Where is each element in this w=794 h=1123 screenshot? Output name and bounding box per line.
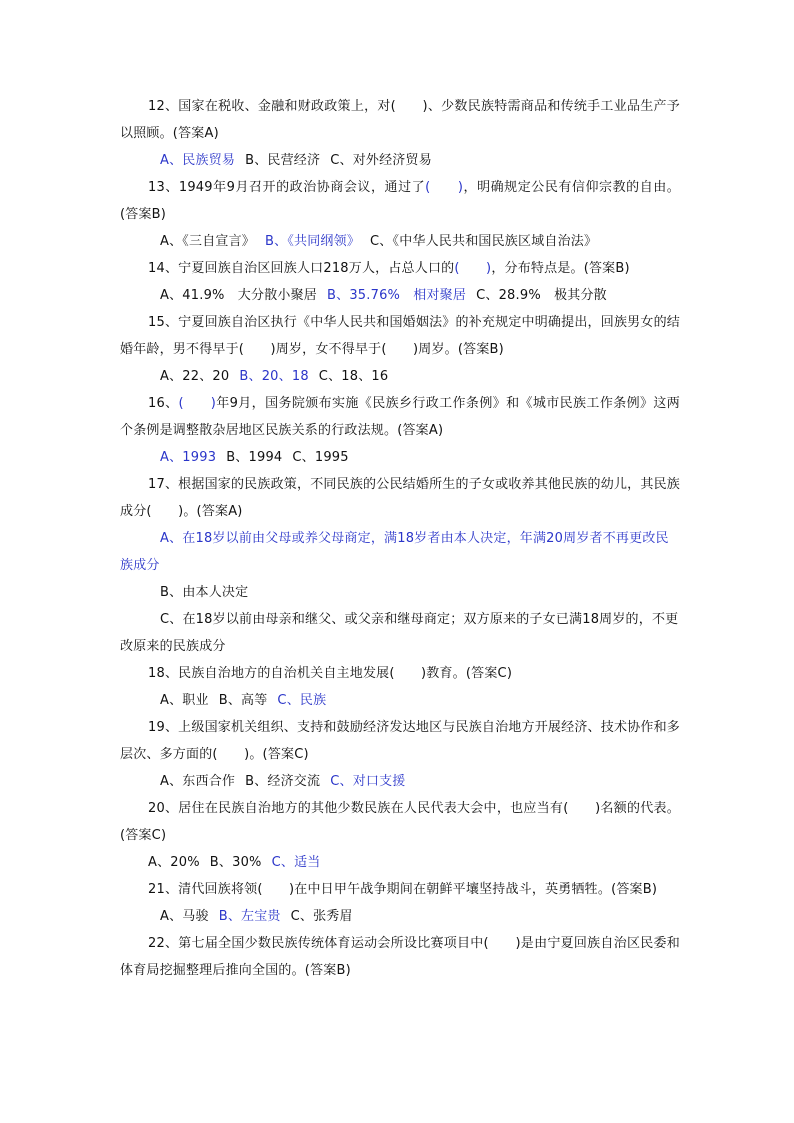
- question-16-options: [120, 444, 680, 471]
- question-17-stem: 17、根据国家的民族政策，不同民族的公民结婚所生的子女或收养其他民族的幼儿，其民族成分( )。(答案A): [120, 477, 680, 519]
- question-18-stem: 18、民族自治地方的自治机关自主地发展( )教育。(答案C): [148, 666, 513, 681]
- option-b: B、民营经济: [245, 153, 321, 168]
- option-b: B、1994: [226, 450, 283, 465]
- option-a: A、民族贸易: [160, 153, 236, 168]
- option-b: B、高等: [218, 693, 268, 708]
- question-19-options: [120, 768, 680, 795]
- option-c: C、在18岁以前由母亲和继父、或父亲和继母商定；双方原来的子女已满18周岁的，不更改原来的民族成分: [120, 612, 679, 654]
- option-c: C、对外经济贸易: [330, 153, 432, 168]
- option-b: B、30%: [209, 855, 262, 870]
- option-a: A、41.9% 大分散小聚居: [160, 288, 317, 303]
- option-b: B、20、18: [239, 369, 309, 384]
- option-b: B、左宝贵: [218, 909, 281, 924]
- option-a: A、在18岁以前由父母或养父母商定，满18岁者由本人决定，年满20周岁者不再更改民族成分: [120, 531, 669, 573]
- option-a: A、《三自宣言》: [160, 234, 255, 249]
- question-13-options: [120, 228, 680, 255]
- blank: ( ): [178, 396, 217, 411]
- option-c: C、《中华人民共和国民族区域自治法》: [370, 234, 598, 249]
- blank: ( ): [425, 180, 464, 195]
- option-c: C、民族: [277, 693, 327, 708]
- question-21-options: [120, 903, 680, 930]
- question-20-stem: 20、居住在民族自治地方的其他少数民族在人民代表大会中，也应当有( )名额的代表。(答案C): [120, 801, 680, 843]
- option-a: A、职业: [160, 693, 209, 708]
- question-12-options: [120, 147, 680, 174]
- question-12-stem: 12、国家在税收、金融和财政政策上，对( )、少数民族特需商品和传统手工业品生产予以照顾。(答案A): [120, 99, 680, 141]
- option-a: A、1993: [160, 450, 217, 465]
- question-21-stem: 21、清代回族将领( )在中日甲午战争期间在朝鲜平壤坚持战斗，英勇牺牲。(答案B): [148, 882, 658, 897]
- question-20-options: [120, 849, 680, 876]
- question-15-stem: 15、宁夏回族自治区执行《中华人民共和国婚姻法》的补充规定中明确提出，回族男女的结婚年龄，男不得早于( )周岁，女不得早于( )周岁。(答案B): [120, 315, 680, 357]
- option-b: B、《共同纲领》: [265, 234, 361, 249]
- option-b: B、经济交流: [245, 774, 321, 789]
- option-c: C、28.9% 极其分散: [476, 288, 607, 303]
- option-a: A、马骏: [160, 909, 209, 924]
- option-c: C、适当: [271, 855, 321, 870]
- option-c: C、张秀眉: [290, 909, 353, 924]
- option-b: B、35.76% 相对聚居: [327, 288, 467, 303]
- blank: ( ): [454, 261, 492, 276]
- question-18-options: [120, 687, 680, 714]
- question-14-stem: 14、宁夏回族自治区回族人口218万人，占总人口的( )，分布特点是。(答案B): [148, 261, 630, 276]
- option-c: C、1995: [292, 450, 349, 465]
- option-c: C、对口支援: [330, 774, 406, 789]
- question-list: [120, 93, 680, 984]
- option-b: B、由本人决定: [160, 585, 249, 600]
- option-c: C、18、16: [318, 369, 389, 384]
- option-a: A、20%: [148, 855, 200, 870]
- question-15-options: [120, 363, 680, 390]
- question-14-options: [120, 282, 680, 309]
- option-a: A、22、20: [160, 369, 230, 384]
- question-16-stem: 16、( )年9月，国务院颁布实施《民族乡行政工作条例》和《城市民族工作条例》这两个条例是调整散杂居地区民族关系的行政法规。(答案A): [120, 396, 680, 438]
- question-22-stem: 22、第七届全国少数民族传统体育运动会所设比赛项目中( )是由宁夏回族自治区民委和体育局挖掘整理后推向全国的。(答案B): [120, 936, 680, 978]
- question-13-stem: 13、1949年9月召开的政治协商会议，通过了( )，明确规定公民有信仰宗教的自由。(答案B): [120, 180, 680, 222]
- question-19-stem: 19、上级国家机关组织、支持和鼓励经济发达地区与民族自治地方开展经济、技术协作和多层次、多方面的( )。(答案C): [120, 720, 680, 762]
- option-a: A、东西合作: [160, 774, 236, 789]
